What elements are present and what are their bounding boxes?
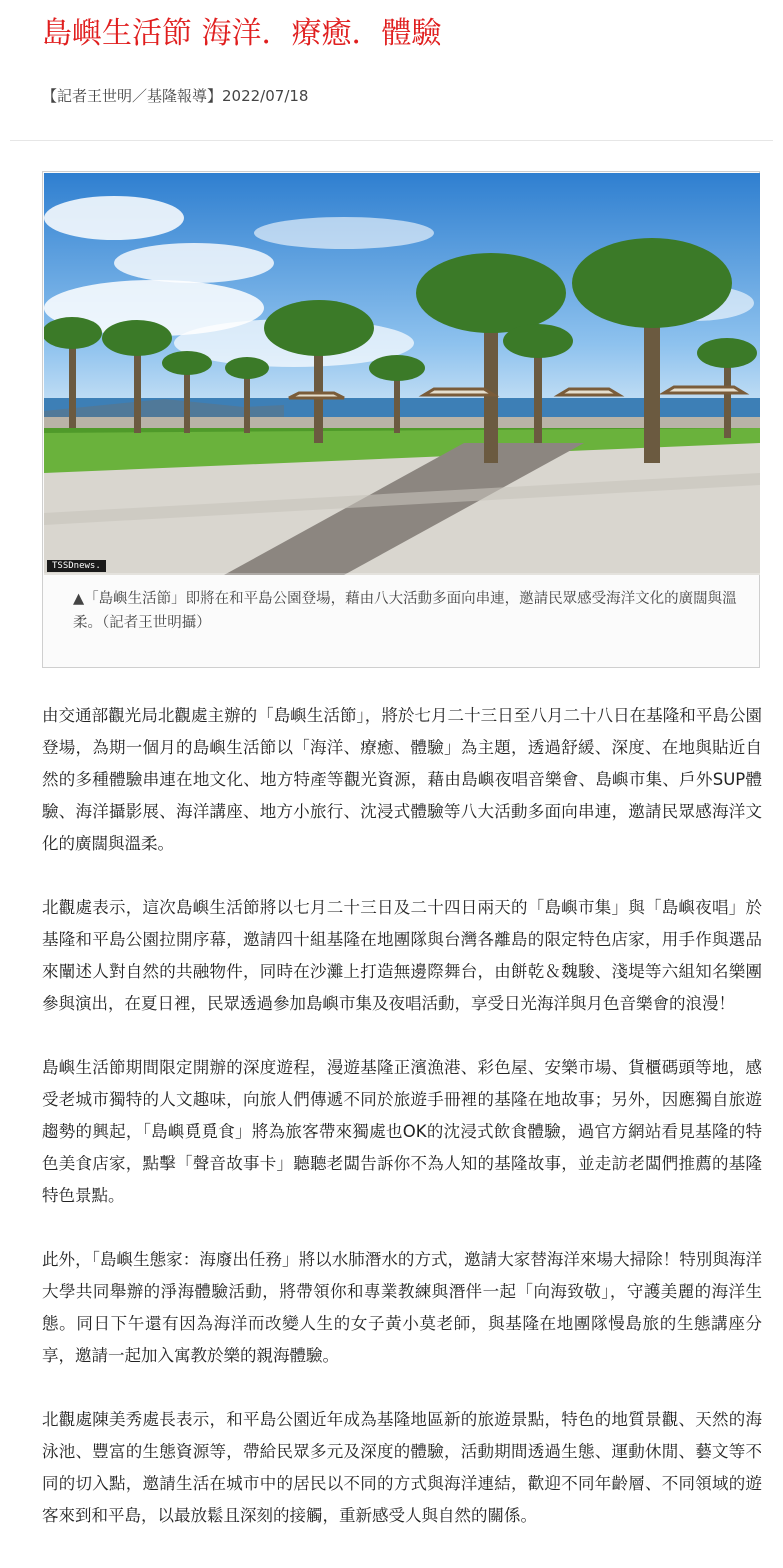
paragraph: 北觀處陳美秀處長表示，和平島公園近年成為基隆地區新的旅遊景點，特色的地質景觀、天然的海泳池、豐富的生態資源等，帶給民眾多元及深度的體驗，活動期間透過生態、運動休閒、藝文等不同的切入點，邀請生活在城市中的居民以不同的方式與海洋連結，歡迎不同年齡層、不同領域的遊客來到和平島，以最放鬆且深刻的接觸，重新感受人與自然的關係。	[42, 1410, 762, 1525]
paragraph: 島嶼生活節期間限定開辦的深度遊程，漫遊基隆正濱漁港、彩色屋、安樂市場、貨櫃碼頭等地，感受老城市獨特的人文趣味，向旅人們傳遞不同於旅遊手冊裡的基隆在地故事；另外，因應獨自旅遊趨勢的興起，「島嶼覓覓食」將為旅客帶來獨處也OK的沈浸式飲食體驗，過官方網站看見基隆的特色美食店家，點擊「聲音故事卡」聽聽老闆告訴你不為人知的基隆故事，並走訪老闆們推薦的基隆特色景點。	[42, 1058, 762, 1205]
paragraph: 北觀處表示，這次島嶼生活節將以七月二十三日及二十四日兩天的「島嶼市集」與「島嶼夜唱」於基隆和平島公園拉開序幕，邀請四十組基隆在地團隊與台灣各離島的限定特色店家，用手作與選品來闡述人對自然的共融物件，同時在沙灘上打造無邊際舞台，由餅乾＆魏駿、淺堤等六組知名樂團參與演出，在夏日裡，民眾透過參加島嶼市集及夜唱活動，享受日光海洋與月色音樂會的浪漫！	[42, 898, 762, 1013]
paragraph: 此外，「島嶼生態家：海廢出任務」將以水肺潛水的方式，邀請大家替海洋來場大掃除！特別與海洋大學共同舉辦的淨海體驗活動，將帶領你和專業教練與潛伴一起「向海致敬」，守護美麗的海洋生態。同日下午還有因為海洋而改變人生的女子黃小莫老師，與基隆在地團隊慢島旅的生態講座分享，邀請一起加入寓教於樂的親海體驗。	[42, 1250, 762, 1365]
photo-caption: ▲「島嶼生活節」即將在和平島公園登場，藉由八大活動多面向串連，邀請民眾感受海洋文化的廣闊與溫柔。（記者王世明攝）	[73, 591, 737, 631]
article-figure	[42, 171, 760, 668]
paragraph: 由交通部觀光局北觀處主辦的「島嶼生活節」，將於七月二十三日至八月二十八日在基隆和平島公園登場，為期一個月的島嶼生活節以「海洋、療癒、體驗」為主題，透過舒緩、深度、在地與貼近自然的多種體驗串連在地文化、地方特產等觀光資源，藉由島嶼夜唱音樂會、島嶼市集、戶外SUP體驗、海洋攝影展、海洋講座、地方小旅行、沈浸式體驗等八大活動多面向串連，邀請民眾感海洋文化的廣闊與溫柔。	[42, 706, 762, 853]
header-divider	[10, 140, 773, 141]
watermark-label: TSSDnews.	[47, 560, 106, 572]
article-body	[42, 700, 762, 1564]
article-photo	[44, 173, 760, 575]
article-byline: 【記者王世明／基隆報導】2022/07/18	[42, 87, 309, 105]
article-title: 島嶼生活節 海洋．療癒．體驗	[42, 16, 442, 51]
